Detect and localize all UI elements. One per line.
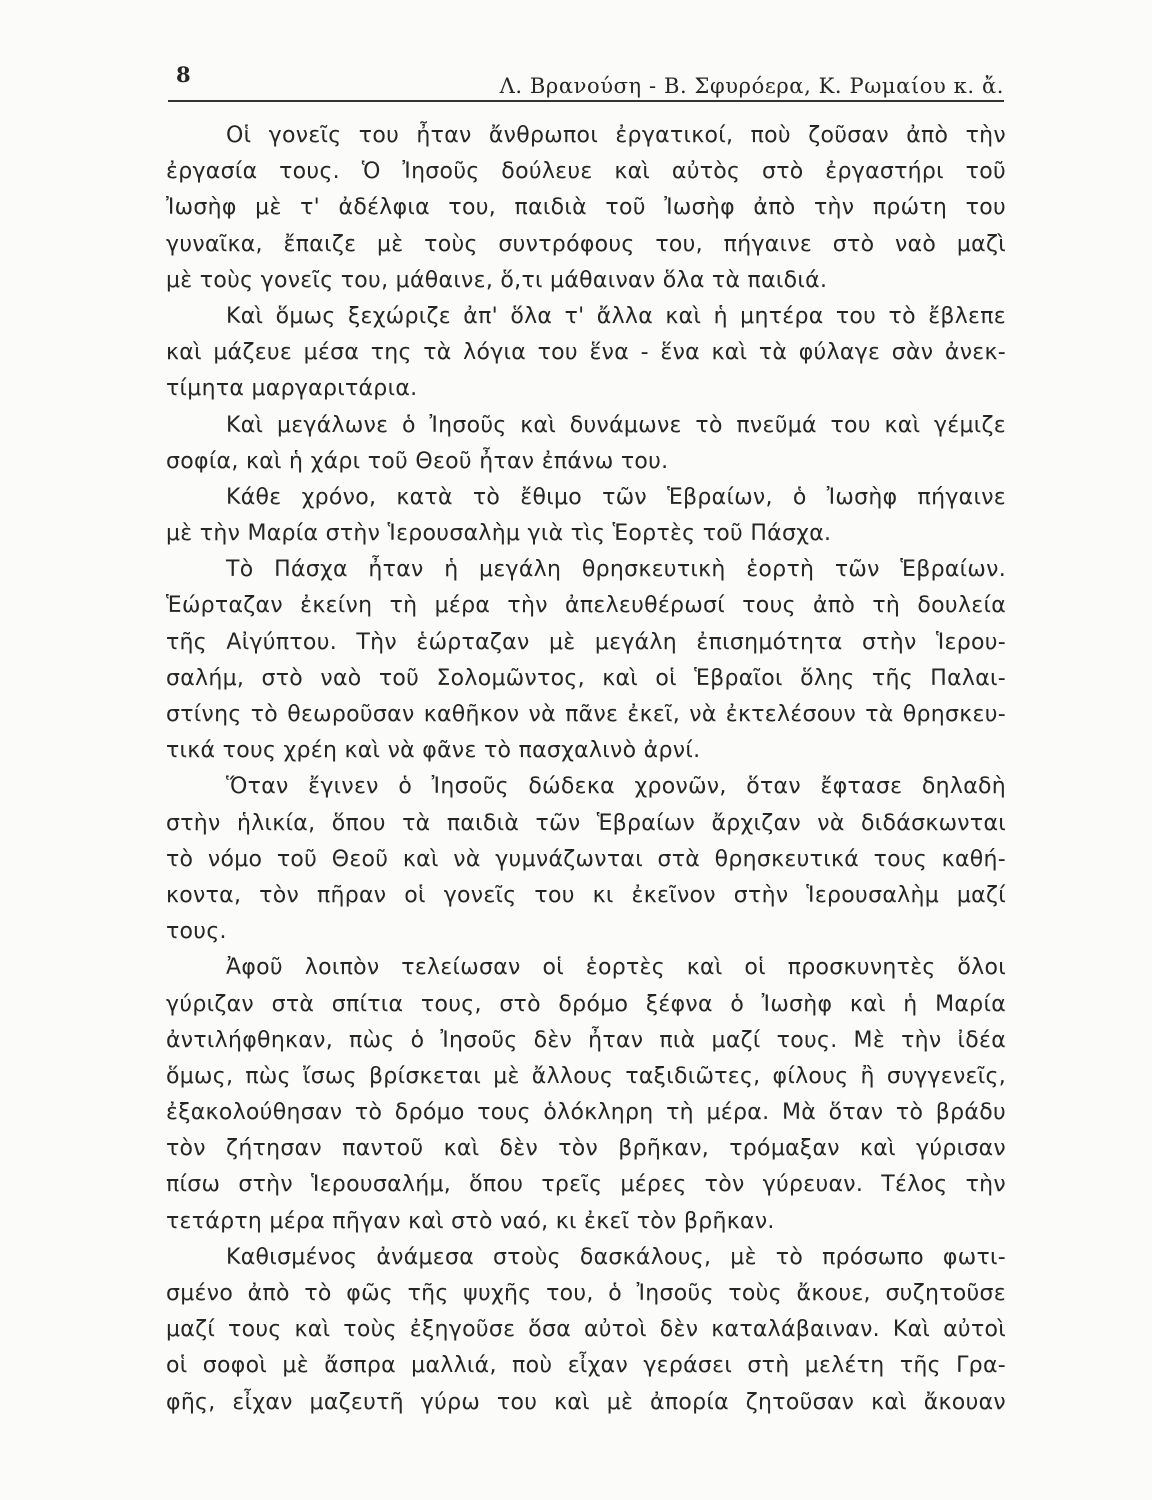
text-line: τὸν ζήτησαν παντοῦ καὶ δὲν τὸν βρῆκαν, τρόμαξαν καὶ γύρισαν (166, 1136, 1006, 1162)
text-line: Καθισμένος ἀνάμεσα στοὺς δασκάλους, μὲ τὸ πρόσωπο φωτι- (226, 1244, 1006, 1270)
text-line: Ἀφοῦ λοιπὸν τελείωσαν οἱ ἑορτὲς καὶ οἱ προσκυνητὲς ὅλοι (226, 955, 1006, 981)
text-line: μαζί τους καὶ τοὺς ἐξηγοῦσε ὅσα αὐτοὶ δὲν καταλάβαιναν. Καὶ αὐτοὶ (166, 1317, 1006, 1343)
paragraph (166, 950, 1006, 1240)
text-line: τῆς Αἰγύπτου. Τὴν ἑώρταζαν μὲ μεγάλη ἐπισημότητα στὴν Ἱερου- (166, 629, 1006, 655)
text-line: φῆς, εἶχαν μαζευτῆ γύρω του καὶ μὲ ἀπορία ζητοῦσαν καὶ ἄκουαν (166, 1389, 1006, 1415)
page-header (168, 56, 1004, 102)
text-line: μὲ τὴν Μαρία στὴν Ἱερουσαλὴμ γιὰ τὶς Ἑορτὲς τοῦ Πάσχα. (166, 521, 832, 547)
text-line: τὸ νόμο τοῦ Θεοῦ καὶ νὰ γυμνάζωνται στὰ θρησκευτικά τους καθή- (166, 846, 1006, 872)
paragraph (166, 408, 1006, 480)
paragraph (166, 118, 1006, 299)
text-line: οἱ σοφοὶ μὲ ἄσπρα μαλλιά, ποὺ εἶχαν γεράσει στὴ μελέτη τῆς Γρα- (166, 1353, 1006, 1379)
text-line: Κάθε χρόνο, κατὰ τὸ ἔθιμο τῶν Ἑβραίων, ὁ Ἰωσὴφ πήγαινε (226, 484, 1006, 510)
text-line: Ἑώρταζαν ἐκείνη τὴ μέρα τὴν ἀπελευθέρωσί τους ἀπὸ τὴ δουλεία (166, 593, 1006, 619)
text-line: Οἱ γονεῖς του ἦταν ἄνθρωποι ἐργατικοί, ποὺ ζοῦσαν ἀπὸ τὴν (226, 123, 1006, 148)
text-line: σοφία, καὶ ἡ χάρι τοῦ Θεοῦ ἦταν ἐπάνω του. (166, 448, 669, 474)
paragraph (166, 480, 1006, 552)
text-line: Ἰωσὴφ μὲ τ' ἀδέλφια του, παιδιὰ τοῦ Ἰωσὴφ ἀπὸ τὴν πρώτη του (166, 195, 1006, 221)
text-line: σαλήμ, στὸ ναὸ τοῦ Σολομῶντος, καὶ οἱ Ἑβραῖοι ὅλης τῆς Παλαι- (166, 665, 1006, 691)
text-line: σμένο ἀπὸ τὸ φῶς τῆς ψυχῆς του, ὁ Ἰησοῦς τοὺς ἄκουε, συζητοῦσε (166, 1281, 1006, 1306)
text-line: ἐργασία τους. Ὁ Ἰησοῦς δούλευε καὶ αὐτὸς στὸ ἐργαστήρι τοῦ (166, 159, 1006, 185)
text-line: τικά τους χρέη καὶ νὰ φᾶνε τὸ πασχαλινὸ ἀρνί. (166, 738, 701, 764)
text-line: Καὶ μεγάλωνε ὁ Ἰησοῦς καὶ δυνάμωνε τὸ πνεῦμά του καὶ γέμιζε (226, 412, 1006, 438)
text-line: ἐξακολούθησαν τὸ δρόμο τους ὁλόκληρη τὴ μέρα. Μὰ ὅταν τὸ βράδυ (166, 1100, 1006, 1126)
running-title: Λ. Βρανούση - Β. Σφυρόερα, Κ. Ρωμαίου κ. ἄ. (499, 74, 1004, 98)
text-line: γυναῖκα, ἔπαιζε μὲ τοὺς συντρόφους του, πήγαινε στὸ ναὸ μαζὶ (166, 231, 1006, 257)
paragraph (166, 1240, 1006, 1421)
text-line: τίμητα μαργαριτάρια. (166, 376, 418, 402)
text-line: μὲ τοὺς γονεῖς του, μάθαινε, ὅ,τι μάθαιναν ὅλα τὰ παιδιά. (166, 267, 828, 293)
text-line: στὴν ἡλικία, ὅπου τὰ παιδιὰ τῶν Ἑβραίων ἄρχιζαν νὰ διδάσκωνται (166, 810, 1006, 836)
paragraph (166, 769, 1006, 950)
text-line: τετάρτη μέρα πῆγαν καὶ στὸ ναό, κι ἐκεῖ τὸν βρῆκαν. (166, 1208, 775, 1234)
paragraph (166, 552, 1006, 769)
text-line: Τὸ Πάσχα ἦταν ἡ μεγάλη θρησκευτικὴ ἑορτὴ τῶν Ἑβραίων. (226, 557, 1006, 583)
text-line: ἀντιλήφθηκαν, πὼς ὁ Ἰησοῦς δὲν ἦταν πιὰ μαζί τους. Μὲ τὴν ἰδέα (166, 1027, 1006, 1053)
paragraph (166, 299, 1006, 408)
text-line: στίνης τὸ θεωροῦσαν καθῆκον νὰ πᾶνε ἐκεῖ, νὰ ἐκτελέσουν τὰ θρησκευ- (166, 702, 1006, 727)
page-number: 8 (176, 62, 191, 87)
text-line: καὶ μάζευε μέσα της τὰ λόγια του ἕνα - ἕνα καὶ τὰ φύλαγε σὰν ἀνεκ- (166, 340, 1006, 366)
text-line: κοντα, τὸν πῆραν οἱ γονεῖς του κι ἐκεῖνον στὴν Ἱερουσαλὴμ μαζί (166, 882, 1006, 908)
text-line: πίσω στὴν Ἱερουσαλήμ, ὅπου τρεῖς μέρες τὸν γύρευαν. Τέλος τὴν (166, 1172, 1006, 1198)
body-text (166, 118, 1006, 1421)
text-line: ὅμως, πὼς ἴσως βρίσκεται μὲ ἄλλους ταξιδιῶτες, φίλους ἢ συγγενεῖς, (166, 1063, 1006, 1089)
text-line: Καὶ ὅμως ξεχώριζε ἀπ' ὅλα τ' ἄλλα καὶ ἡ μητέρα του τὸ ἔβλεπε (226, 303, 1006, 329)
text-line: τους. (166, 919, 227, 945)
text-line: Ὅταν ἔγινεν ὁ Ἰησοῦς δώδεκα χρονῶν, ὅταν ἔφτασε δηλαδὴ (226, 774, 1006, 800)
text-line: γύριζαν στὰ σπίτια τους, στὸ δρόμο ξέφνα ὁ Ἰωσὴφ καὶ ἡ Μαρία (166, 991, 1006, 1017)
